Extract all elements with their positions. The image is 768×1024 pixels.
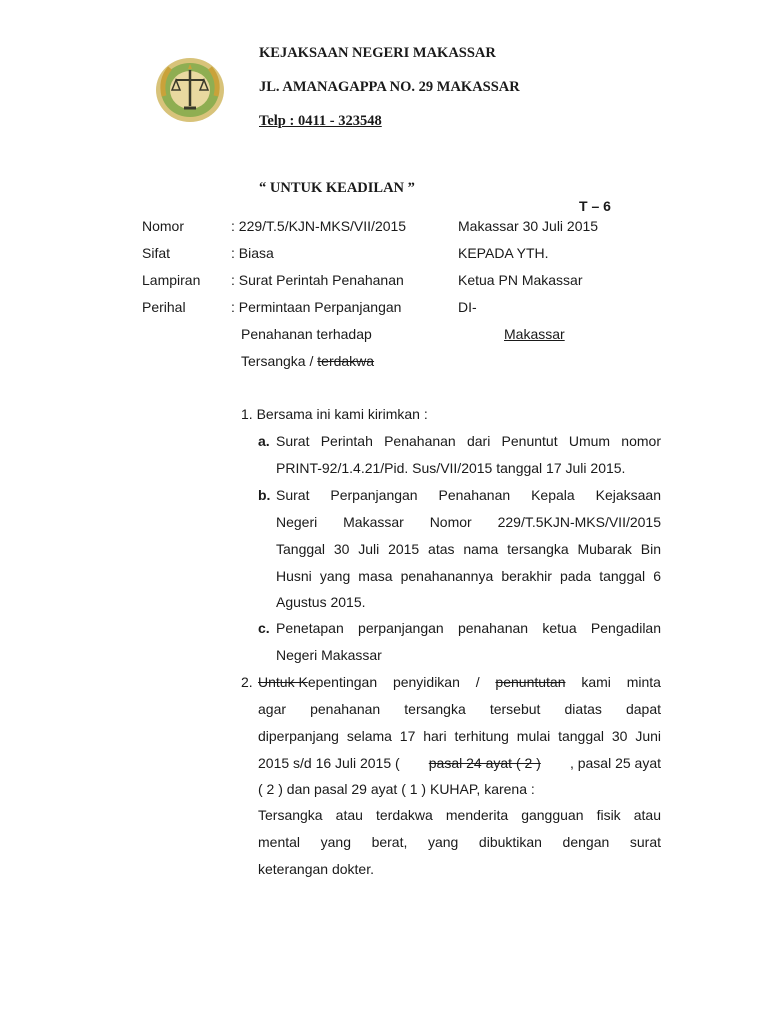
item-c-line1: Penetapan perpanjangan penahanan ketua Pengadilan xyxy=(276,620,661,636)
nomor-label: Nomor xyxy=(142,218,185,234)
perihal-value-line2: Penahanan terhadap xyxy=(241,326,372,342)
item1-intro: 1. Bersama ini kami kirimkan : xyxy=(241,406,428,422)
item-b-line1: Surat Perpanjangan Penahanan Kepala Kejaksaan xyxy=(276,487,661,503)
item2-line4-pasal25: , pasal 25 ayat xyxy=(569,755,661,771)
reason-line2: mental yang berat, yang dibuktikan dengan surat xyxy=(258,834,661,850)
item-a-line2: PRINT-92/1.4.21/Pid. Sus/VII/2015 tanggal 17 Juli 2015. xyxy=(276,460,626,476)
item2-word-kami: kami xyxy=(581,674,611,690)
item2-number: 2. xyxy=(241,674,253,690)
org-phone: Telp : 0411 - 323548 xyxy=(259,113,382,129)
item-a-marker: a. xyxy=(258,433,270,449)
letter-date: Makassar 30 Juli 2015 xyxy=(458,218,599,234)
sifat-value: : Biasa xyxy=(231,245,274,261)
item-b-line3: Tanggal 30 Juli 2015 atas nama tersangka Mubarak Bin xyxy=(276,541,661,557)
item2-line3: diperpanjang selama 17 hari terhitung mulai tanggal 30 Juni xyxy=(258,728,661,744)
lampiran-label: Lampiran xyxy=(142,272,201,288)
item2-word-slash: / xyxy=(475,674,480,690)
item-b-line4: Husni yang masa penahanannya berakhir pada tanggal 6 xyxy=(276,568,661,584)
item2-word-minta: minta xyxy=(626,674,661,690)
item2-line5: ( 2 ) dan pasal 29 ayat ( 1 ) KUHAP, karena : xyxy=(258,781,535,797)
recipient-city: Makassar xyxy=(504,326,565,342)
org-address: JL. AMANAGAPPA NO. 29 MAKASSAR xyxy=(259,79,520,95)
item-b-marker: b. xyxy=(258,487,271,503)
item2-struck-penuntutan: penuntutan xyxy=(495,674,566,690)
item2-struck-untuk: Untuk K xyxy=(258,674,308,690)
item2-line4 xyxy=(258,755,661,771)
kejaksaan-emblem-icon xyxy=(154,56,226,124)
item2-word-penyidikan: penyidikan xyxy=(392,674,460,690)
item2-line4-date: 2015 s/d 16 Juli 2015 ( xyxy=(258,755,400,771)
motto: “ UNTUK KEADILAN ” xyxy=(259,180,415,196)
item2-line1 xyxy=(258,674,661,690)
reason-line3: keterangan dokter. xyxy=(258,861,374,877)
perihal-value-line3 xyxy=(241,353,374,369)
perihal-label: Perihal xyxy=(142,299,186,315)
item2-line2: agar penahanan tersangka tersebut diatas dapat xyxy=(258,701,661,717)
recipient-di: DI- xyxy=(458,299,477,315)
perihal-tersangka: Tersangka / xyxy=(241,353,318,369)
item-c-line2: Negeri Makassar xyxy=(276,647,382,663)
form-code: T – 6 xyxy=(579,198,611,214)
recipient-name: Ketua PN Makassar xyxy=(458,272,583,288)
kepada-yth: KEPADA YTH. xyxy=(458,245,549,261)
nomor-value: : 229/T.5/KJN-MKS/VII/2015 xyxy=(231,218,407,234)
item-a-line1: Surat Perintah Penahanan dari Penuntut Umum nomor xyxy=(276,433,661,449)
item-b-line5: Agustus 2015. xyxy=(276,594,366,610)
sifat-label: Sifat xyxy=(142,245,171,261)
perihal-value-line1: : Permintaan Perpanjangan xyxy=(231,299,402,315)
item2-word-kepentingan: Untuk Kepentingan xyxy=(258,674,378,690)
perihal-terdakwa-struck: terdakwa xyxy=(317,353,375,369)
reason-line1: Tersangka atau terdakwa menderita gangguan fisik atau xyxy=(258,807,661,823)
item-c-marker: c. xyxy=(258,620,270,636)
org-name: KEJAKSAAN NEGERI MAKASSAR xyxy=(259,45,496,61)
item2-struck-pasal24: pasal 24 ayat ( 2 ) xyxy=(428,755,541,771)
lampiran-value: : Surat Perintah Penahanan xyxy=(231,272,404,288)
item-b-line2: Negeri Makassar Nomor 229/T.5KJN-MKS/VII/2015 xyxy=(276,514,661,530)
